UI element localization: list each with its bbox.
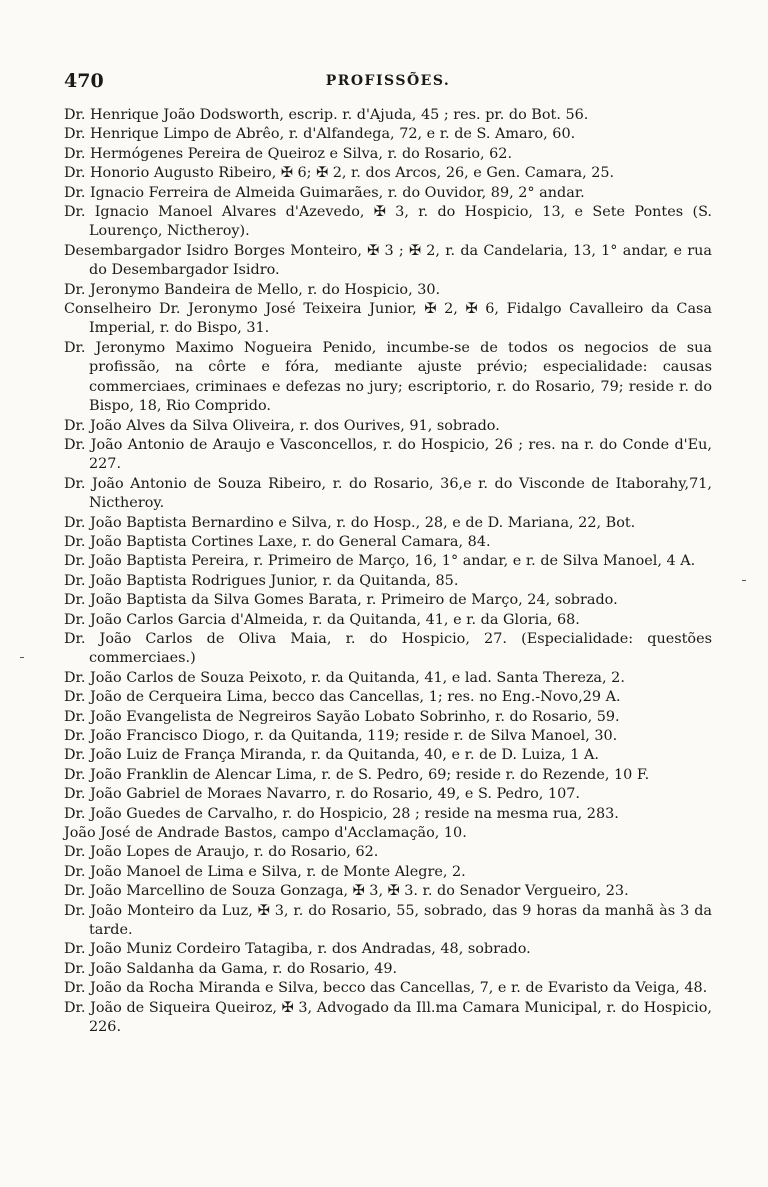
margin-mark (20, 657, 24, 658)
directory-entry: Dr. João Guedes de Carvalho, r. do Hospicio, 28 ; reside na mesma rua, 283. (64, 805, 619, 822)
directory-entry: Dr. João Baptista Pereira, r. Primeiro de Março, 16, 1° andar, e r. de Silva Manoel, 4 A. (64, 553, 696, 570)
directory-entry: Dr. João Gabriel de Moraes Navarro, r. do Rosario, 49, e S. Pedro, 107. (64, 786, 580, 803)
page-header (64, 70, 712, 106)
directory-entry: Dr. João Franklin de Alencar Lima, r. de S. Pedro, 69; reside r. do Rezende, 10 F. (64, 766, 650, 783)
directory-entry: Dr. João Antonio de Araujo e Vasconcellos, r. do Hospicio, 26 ; res. na r. do Conde d'Eu, 227. (64, 436, 712, 473)
directory-entry: Dr. João Alves da Silva Oliveira, r. dos Ourives, 91, sobrado. (64, 417, 500, 434)
directory-entry: Dr. João Manoel de Lima e Silva, r. de Monte Alegre, 2. (64, 863, 466, 880)
directory-entry: Dr. João Carlos de Oliva Maia, r. do Hospicio, 27. (Especialidade: questões commerciaes.) (64, 630, 712, 667)
directory-entry: Dr. João Luiz de França Miranda, r. da Quitanda, 40, e r. de D. Luiza, 1 A. (64, 747, 600, 764)
directory-entry: Dr. João Francisco Diogo, r. da Quitanda, 119; reside r. de Silva Manoel, 30. (64, 728, 618, 744)
directory-entry: Dr. João Baptista Rodrigues Junior, r. da Quitanda, 85. (64, 572, 459, 589)
page-number: 470 (64, 70, 104, 92)
running-title: PROFISSÕES. (325, 73, 451, 89)
entry-list (64, 106, 712, 1038)
directory-entry: Dr. João de Cerqueira Lima, becco das Cancellas, 1; res. no Eng.-Novo,29 A. (64, 689, 621, 706)
directory-entry: Dr. Ignacio Ferreira de Almeida Guimarães, r. do Ouvidor, 89, 2° andar. (64, 184, 585, 201)
directory-entry: Dr. João Carlos de Souza Peixoto, r. da Quitanda, 41, e lad. Santa Thereza, 2. (64, 669, 625, 686)
directory-entry: Dr. Henrique João Dodsworth, escrip. r. d'Ajuda, 45 ; res. pr. do Bot. 56. (64, 107, 589, 123)
directory-entry: Dr. João Baptista Bernardino e Silva, r. do Hosp., 28, e de D. Mariana, 22, Bot. (64, 514, 636, 531)
directory-entry: Dr. João de Siqueira Queiroz, ✠ 3, Advogado da Ill.ma Camara Municipal, r. do Hospicio, 226. (64, 999, 712, 1036)
directory-entry: Dr. João Antonio de Souza Ribeiro, r. do Rosario, 36,e r. do Visconde de Itaborahy,71, Nictheroy. (64, 475, 712, 512)
directory-entry: Dr. João Marcellino de Souza Gonzaga, ✠ 3, ✠ 3. r. do Senador Vergueiro, 23. (64, 883, 629, 900)
directory-page (64, 70, 712, 1038)
directory-entry: Dr. João Saldanha da Gama, r. do Rosario, 49. (64, 960, 398, 977)
directory-entry: Dr. João Monteiro da Luz, ✠ 3, r. do Rosario, 55, sobrado, das 9 horas da manhã às 3 da tarde. (64, 902, 712, 939)
directory-entry: Dr. João Baptista Cortines Laxe, r. do General Camara, 84. (64, 533, 491, 550)
directory-entry: Dr. João Evangelista de Negreiros Sayão Lobato Sobrinho, r. do Rosario, 59. (64, 708, 620, 725)
directory-entry: Dr. João Lopes de Araujo, r. do Rosario, 62. (64, 844, 379, 861)
directory-entry: João José de Andrade Bastos, campo d'Acclamação, 10. (64, 825, 467, 842)
directory-entry: Dr. Jeronymo Maximo Nogueira Penido, incumbe-se de todos os negocios de sua profissão, na côrte e fóra, mediante ajuste prévio; especialidade: causas commerciaes, criminaes e defezas no jury; escriptorio, r. do Rosario, 79; reside r. do Bispo, 18, Rio Comprido. (64, 339, 712, 415)
directory-entry: Dr. Henrique Limpo de Abrêo, r. d'Alfandega, 72, e r. de S. Amaro, 60. (64, 126, 576, 143)
directory-entry: Conselheiro Dr. Jeronymo José Teixeira Junior, ✠ 2, ✠ 6, Fidalgo Cavalleiro da Casa Imperial, r. do Bispo, 31. (64, 301, 712, 337)
directory-entry: Dr. João da Rocha Miranda e Silva, becco das Cancellas, 7, e r. de Evaristo da Veiga, 48. (64, 980, 708, 997)
directory-entry: Dr. João Muniz Cordeiro Tatagiba, r. dos Andradas, 48, sobrado. (64, 941, 531, 958)
directory-entry: Dr. João Baptista da Silva Gomes Barata, r. Primeiro de Março, 24, sobrado. (64, 592, 618, 609)
directory-entry: Dr. João Carlos Garcia d'Almeida, r. da Quitanda, 41, e r. da Gloria, 68. (64, 611, 580, 628)
directory-entry: Dr. Ignacio Manoel Alvares d'Azevedo, ✠ 3, r. do Hospicio, 13, e Sete Pontes (S. Lourenço, Nictheroy). (64, 204, 712, 240)
directory-entry: Dr. Hermógenes Pereira de Queiroz e Silva, r. do Rosario, 62. (64, 145, 513, 162)
margin-mark (742, 580, 746, 581)
directory-entry: Desembargador Isidro Borges Monteiro, ✠ 3 ; ✠ 2, r. da Candelaria, 13, 1° andar, e rua do Desembargador Isidro. (64, 242, 712, 279)
directory-entry: Dr. Jeronymo Bandeira de Mello, r. do Hospicio, 30. (64, 281, 441, 298)
directory-entry: Dr. Honorio Augusto Ribeiro, ✠ 6; ✠ 2, r. dos Arcos, 26, e Gen. Camara, 25. (64, 165, 615, 182)
